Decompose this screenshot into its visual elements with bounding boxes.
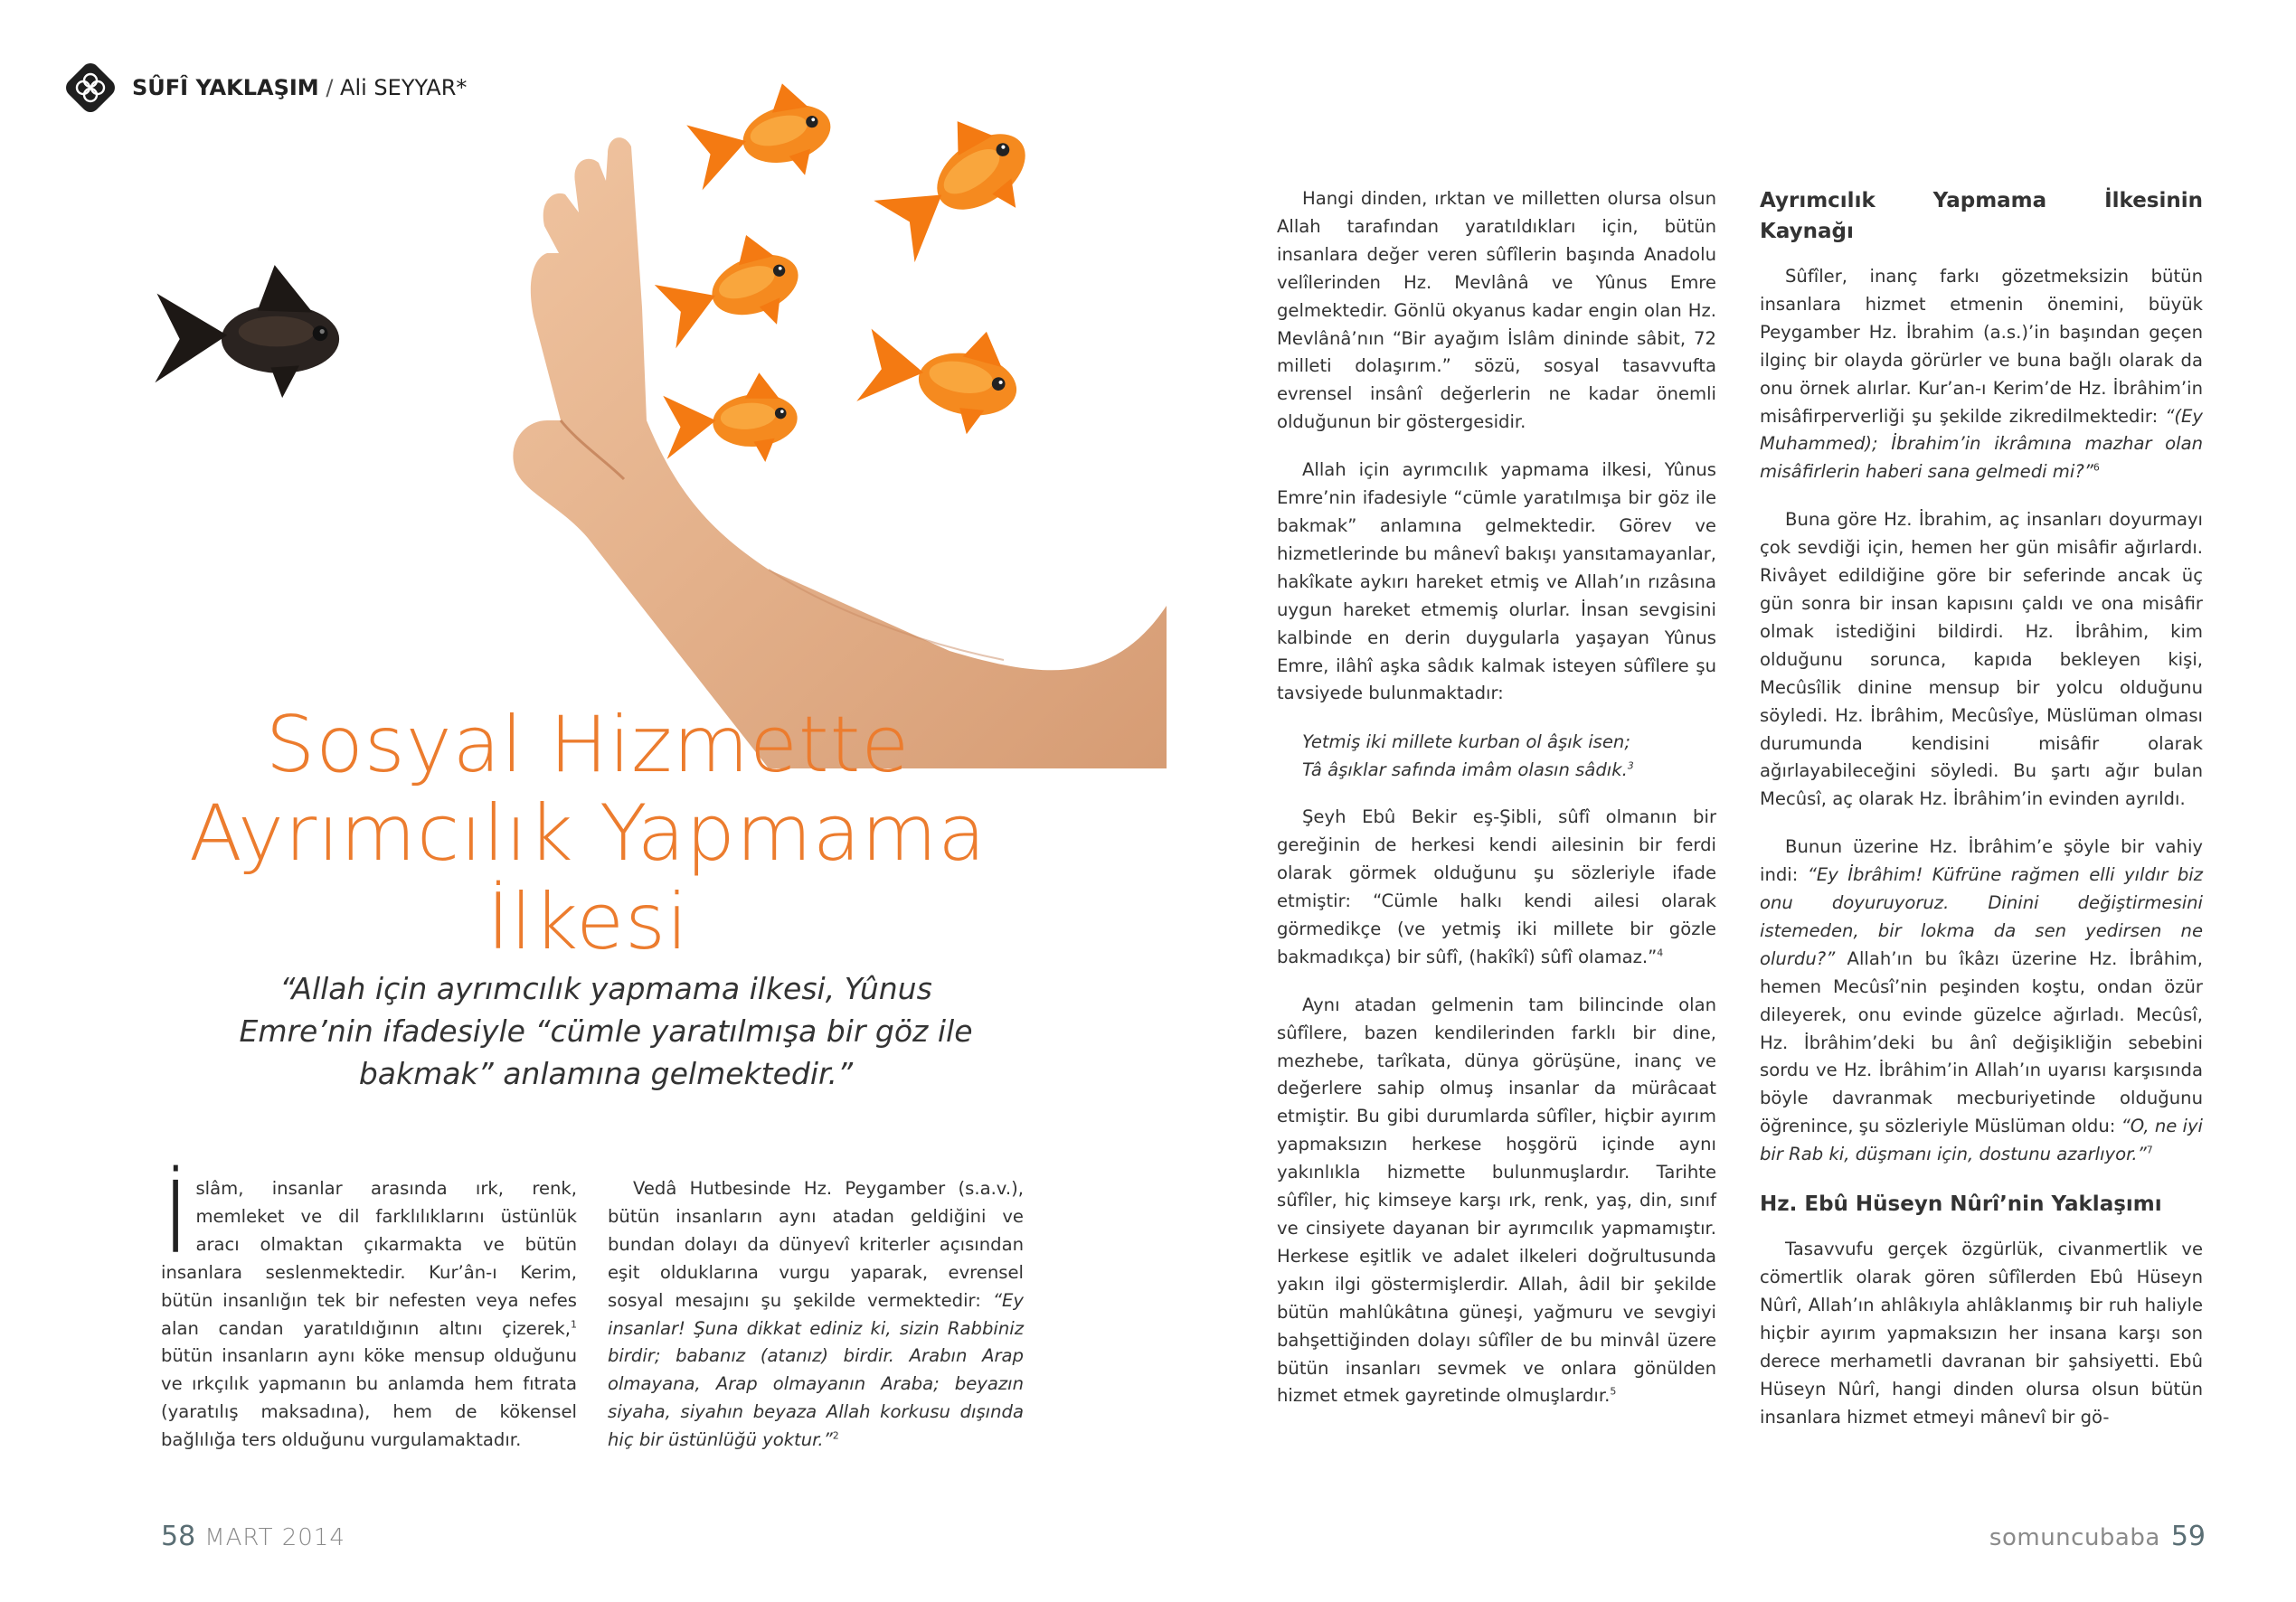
footnote-5: 5 (1610, 1385, 1617, 1398)
paragraph (1760, 834, 2203, 1169)
verse-line-2-text: Tâ âşıklar safında imâm olasın sâdık. (1302, 759, 1628, 781)
paragraph (1277, 992, 1716, 1411)
author-name: Ali SEYYAR* (340, 75, 468, 100)
sufis-text: Aynı atadan gelmenin tam bilincinde olan sûfîlere, bazen kendilerinden farklı bir dine, mezhebe, tarîkata, dünya görüşüne, inanç ve değerlere sahip olmuş insanlar da mürâcaat etmiştir. Bu gibi durumlarda sûfîler, hiçbir ayırım yapmaksızın herkese hoşgörü içinde aynı yakınlıkla hizmette bulunmuşlardır. Tarihte sûfîler, hiç kimseye karşı ırk, renk, yaş, din, sınıf ve cinsiyete dayanan bir ayrımcılık yapmamıştır. Herkese eşitlik ve adalet ilkeleri doğrultusunda yakın ilgi göstermişlerdir. Allah, âdil bir şekilde bütün mahlûkâtına güneşi, yağmuru ve sevgiyi bahşettiğinden dolayı sûfîler de bu minvâl üzere bütün insanları sevmek ve onlara gönülden hizmet etmek gayretinde olmuşlardır. (1277, 994, 1716, 1407)
footnote-1: 1 (571, 1318, 577, 1330)
black-fish (155, 265, 339, 398)
quran-quote: “(Ey Muhammed); İbrahim’in ikrâmına mazhar olan misâfirlerin haberi sana gelmedi mi?” (1760, 405, 2203, 483)
column-1 (161, 1160, 577, 1475)
article-title (127, 701, 1049, 966)
folio-left (161, 1521, 345, 1552)
footnote-7: 7 (2146, 1144, 2153, 1156)
issue-date: MART 2014 (204, 1524, 345, 1551)
intro-text-b: bütün insanların aynı köke mensup olduğunu ve ırkçılık yapmanın bu anlamda hem fıtrata (yaratılış maksadına), hem de kökensel bağlılığa ters olduğunu vurgulamaktadır. (161, 1345, 577, 1451)
intro-paragraph (161, 1160, 577, 1455)
magazine-name: somuncubaba (1989, 1524, 2160, 1551)
paragraph (1277, 804, 1716, 971)
footnote-3: 3 (1627, 759, 1634, 772)
pull-quote: “Allah için ayrımcılık yapmama ilkesi, Yûnus Emre’nin ifadesiyle “cümle yaratılmışa bir göz ile bakmak” anlamına gelmektedir.” (239, 971, 973, 1091)
drop-cap: İ (161, 1160, 191, 1276)
paragraph: Allah için ayrımcılık yapmama ilkesi, Yûnus Emre’nin ifadesiyle “cümle yaratılmışa bir göz ile bakmak” anlamına gelmektedir. Görev ve hizmetlerinde bu mânevî bakışı yansıtamayanlar, hakîkate aykırı hareket etmiş ve Allah’ın rızâsına uygun hareket etmemiş olurlar. İnsan sevgisini kalbinde en derin duygularla yaşayan Yûnus Emre, ilâhî aşka sâdık kalmak isteyen sûfîlere şu tavsiyede bulunmaktadır: (1277, 459, 1716, 704)
raised-hand (513, 137, 1167, 768)
column-2 (608, 1175, 1024, 1475)
footnote-6: 6 (2093, 461, 2100, 474)
magian-quote: “O, ne iyi bir Rab ki, düşmanı için, dostunu azarlıyor.” (1760, 1116, 2203, 1165)
veda-text: Vedâ Hutbesinde Hz. Peygamber (s.a.v.), bütün insanların aynı atadan geldiğini ve bundan dolayı da dünyevî kriterler açısından eşit olduklarına vurgu yaparak, evrensel sosyal mesajını şu şekilde vermektedir: (608, 1178, 1024, 1311)
paragraph: Tasavvufu gerçek özgürlük, civanmertlik ve cömertlik olarak gören sûfîlerden Ebû Hüseyn Nûrî, Allah’ın ahlâkıyla ahlâklanmış bir ruh haliyle hiçbir ayırım yapmaksızın her insana karşı son derece merhametli davranan bir şahsiyetti. Ebû Hüseyn Nûrî, hangi dinden olursa olsun bütün insanlara hizmet etmeyi mânevî bir gö- (1760, 1239, 2203, 1428)
paragraph: Buna göre Hz. İbrahim, aç insanları doyurmayı çok sevdiği için, hemen her gün misâfir ağırlardı. Rivâyet edildiğine göre bir seferinde ancak üç gün sonra bir insan kapısını çaldı ve ona misâfir olmak istediğini bildirdi. Hz. İbrâhim, kim olduğunu sorunca, kapıda bekleyen kişi, Mecûsîlik dinine mensup bir yolcu olduğunu söyledi. Hz. İbrâhim, Mecûsîye, Müslüman olması durumunda kendisini misâfir olarak ağırlayabileceğini söyledi. Bu şartı ağır bulan Mecûsî, aç olarak Hz. İbrâhim’in evinden ayrıldı. (1760, 509, 2203, 810)
title-line-1: Sosyal Hizmette (265, 700, 911, 790)
magian-text: Allah’ın bu îkâzı üzerine Hz. İbrâhim, hemen Mecûsî’nin peşinden koştu, ondan özür dileyerek, onu evinde güzelce ağırladı. Mecûsî, Hz. İbrâhim’deki bu ânî değişikliğin sebebini sordu ve Hz. İbrâhim’in Allah’ın uyarısı karşısında böyle davranmak mecburiyetinde olduğunu öğrenince, şu sözleriyle Müslüman oldu: (1760, 947, 2203, 1137)
paragraph: Hangi dinden, ırktan ve milletten olursa olsun Allah tarafından yaratıldıkları için, bütün insanlara değer veren sûfîlerin başında Anadolu velîlerinden Hz. Mevlânâ ve Yûnus Emre gelmektedir. Gönlü okyanus kadar engin olan Hz. Mevlânâ’nın “Bir ayağım İslâm dininde sâbit, 72 milleti dolaşırım.” sözü, sosyal tasavvufta evrensel insânî değerlerin ne kadar önemli olduğunun bir göstergesidir. (1277, 188, 1716, 433)
footnote-4: 4 (1657, 947, 1664, 959)
footnote-2: 2 (832, 1429, 839, 1442)
title-line-2: Ayrımcılık Yapmama İlkesi (189, 788, 987, 967)
section-label: SÛFÎ YAKLAŞIM (132, 75, 319, 100)
hero-photo (136, 63, 1167, 768)
intro-text-a: slâm, insanlar arasında ırk, renk, memleket ve dil farklılıklarını üstünlük aracı olmaktan çıkarmakta ve bütün insanlara seslenmektedir. Kur’ân-ı Kerim, bütün insanlığın tek bir nefesten veya nefes alan candan yaratıldığının altını çizerek, (161, 1178, 577, 1339)
veda-quote: “Ey insanlar! Şuna dikkat ediniz ki, sizin Rabbiniz birdir; babanız (atanız) birdir. Arabın Arap olmayana, Arap olmayanın Araba; beyazın siyaha, siyahın beyaza Allah korkusu dışında hiç bir üstünlüğü yoktur.” (608, 1289, 1024, 1451)
page-number-right: 59 (2170, 1521, 2206, 1552)
column-3 (1277, 185, 1716, 1430)
subheading-nuri: Hz. Ebû Hüseyn Nûrî’nin Yaklaşımı (1760, 1192, 2162, 1217)
header-separator: / (326, 75, 334, 100)
folio-right (1989, 1521, 2206, 1552)
page-number-left: 58 (161, 1521, 196, 1552)
ibrahim-text: Sûfîler, inanç farkı gözetmeksizin bütün insanlara hizmet etmenin önemini, büyük Peygamber Hz. İbrahim (a.s.)’in başından geçen ilginç bir olayda görürler ve buna bağlı olarak da onu örnek alırlar. Kur’an-ı Kerim’de Hz. İbrâhim’in misâfirperverliği şu şekilde zikredilmektedir: (1760, 266, 2203, 427)
paragraph (1760, 263, 2203, 486)
magazine-logo-icon (61, 59, 119, 117)
revelation-text: Bunun üzerine Hz. İbrâhim’e şöyle bir vahiy indi: (1760, 836, 2203, 886)
shibli-text: Şeyh Ebû Bekir eş-Şibli, sûfî olmanın bir gereğinin de herkesi kendi ailesinin bir ferdi olarak görmek olduğunu şu sözleriyle ifade etmiştir: “Cümle halkı kendi ailesi olarak görmedikçe (ve yetmiş iki millete bir gözle bakmadıkça) bir sûfî, (hakîkî) sûfî olamaz.” (1277, 806, 1716, 967)
verse-line-2 (1302, 756, 1716, 784)
revelation-quote: “Ey İbrâhim! Küfrüne rağmen elli yıldır biz onu doyuruyoruz. Dinini değiştirmesini istemeden, bir lokma da sen yedirsen ne olurdu?” (1760, 864, 2203, 969)
column-4 (1760, 185, 2203, 1451)
subheading-source: Ayrımcılık Yapmama İlkesinin Kaynağı (1760, 189, 2203, 243)
veda-paragraph (608, 1175, 1024, 1455)
verse (1277, 728, 1716, 784)
verse-line-1: Yetmiş iki millete kurban ol âşık isen; (1302, 731, 1630, 753)
